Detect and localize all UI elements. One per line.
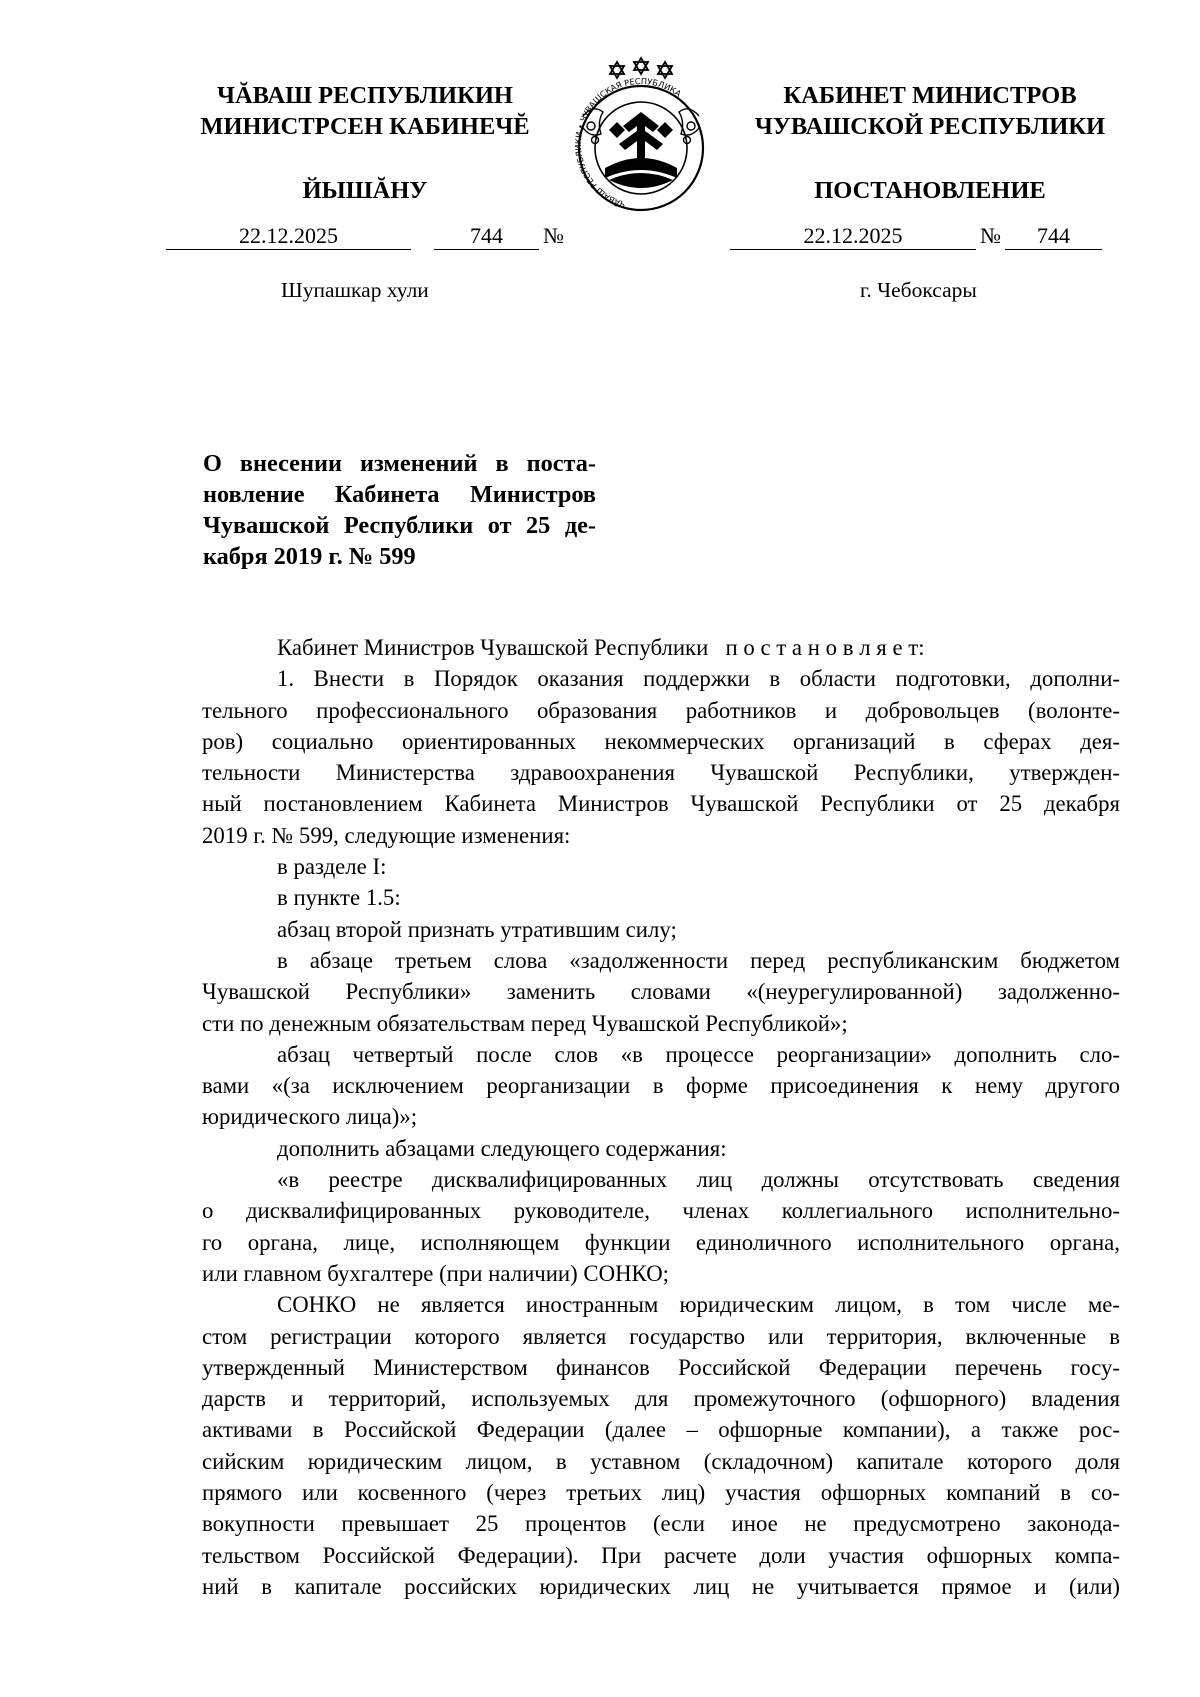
date-left: 22.12.2025 xyxy=(166,223,411,250)
place-right: г. Чебоксары xyxy=(860,278,977,302)
body-line: вами «(за исключением реорганизации в форме присоединения к нему другого xyxy=(202,1073,1120,1099)
preamble-text: Кабинет Министров Чувашской Республики xyxy=(277,635,709,660)
org-name-russian-line1: КАБИНЕТ МИНИСТРОВ xyxy=(783,82,1077,109)
body-line: дополнить абзацами следующего содержания: xyxy=(277,1135,727,1161)
no-sign-left: № xyxy=(543,223,564,248)
body-line: тельного профессионального образования работников и добровольцев (волонте- xyxy=(202,697,1120,723)
body-line: сти по денежным обязательствам перед Чувашской Республикой»; xyxy=(202,1010,848,1036)
body-line: абзац четвертый после слов «в процессе реорганизации» дополнить сло- xyxy=(277,1041,1120,1067)
body-line: 1. Внести в Порядок оказания поддержки в области подготовки, дополни- xyxy=(277,666,1120,692)
org-name-chuvash-line1: ЧĂВАШ РЕСПУБЛИКИН xyxy=(216,82,513,109)
body-line: ный постановлением Кабинета Министров Чувашской Республики от 25 декабря xyxy=(202,791,1120,817)
title-line: О внесении изменений в поста- xyxy=(203,450,596,477)
place-left: Шупашкар хули xyxy=(281,278,429,302)
body-line: тельности Министерства здравоохранения Чувашской Республики, утвержден- xyxy=(202,760,1120,786)
coat-of-arms-icon xyxy=(565,56,717,216)
body-line: ров) социально ориентированных некоммерческих организаций в сферах дея- xyxy=(202,728,1120,754)
org-name-chuvash-line2: МИНИСТРСЕН КАБИНЕЧĔ xyxy=(200,113,530,140)
number-right: 744 xyxy=(1005,223,1102,250)
body-line: стом регистрации которого является государство или территория, включенные в xyxy=(202,1323,1120,1349)
body-line: Чувашской Республики» заменить словами «(неурегулированной) задолженно- xyxy=(202,979,1120,1005)
body-line: сийским юридическим лицом, в уставном (складочном) капитале которого доля xyxy=(202,1448,1120,1474)
date-number-right xyxy=(730,223,1102,250)
body-line: СОНКО не является иностранным юридическим лицом, в том числе ме- xyxy=(277,1292,1120,1318)
body-line: активами в Российской Федерации (далее – офшорные компании), а также рос- xyxy=(202,1417,1120,1443)
body-line: 2019 г. № 599, следующие изменения: xyxy=(202,822,571,848)
body-line: о дисквалифицированных руководителе, членах коллегиального исполнительно- xyxy=(202,1198,1120,1224)
title-line: кабря 2019 г. № 599 xyxy=(203,543,416,570)
title-line: Чувашской Республики от 25 де- xyxy=(203,512,596,539)
org-name-russian-line2: ЧУВАШСКОЙ РЕСПУБЛИКИ xyxy=(754,113,1106,140)
header-left xyxy=(150,80,580,205)
date-number-left xyxy=(166,223,568,250)
body-line: в пункте 1.5: xyxy=(277,885,401,911)
body-line: ний в капитале российских юридических лиц не учитывается прямое и (или) xyxy=(202,1573,1120,1599)
body-line: «в реестре дисквалифицированных лиц должны отсутствовать сведения xyxy=(277,1167,1120,1193)
document-body xyxy=(202,632,1120,1602)
body-line: юридического лица)»; xyxy=(202,1104,418,1130)
body-line: вокупности превышает 25 процентов (если иное не предусмотрено законода- xyxy=(202,1511,1120,1537)
date-right: 22.12.2025 xyxy=(730,223,976,250)
body-line: в разделе I: xyxy=(277,854,387,880)
preamble-verb: п о с т а н о в л я е т: xyxy=(725,635,925,660)
document-title xyxy=(203,448,596,572)
doc-type-chuvash: ЙЫШĂНУ xyxy=(302,177,428,204)
body-line: или главном бухгалтере (при наличии) СОНКО; xyxy=(202,1260,669,1286)
body-line: утвержденный Министерством финансов Российской Федерации перечень госу- xyxy=(202,1354,1120,1380)
body-line: тельством Российской Федерации). При расчете доли участия офшорных компа- xyxy=(202,1542,1120,1568)
no-sign-right: № xyxy=(980,223,1001,248)
title-line: новление Кабинета Министров xyxy=(203,481,596,508)
body-line: прямого или косвенного (через третьих лиц) участия офшорных компаний в со- xyxy=(202,1480,1120,1506)
number-left: 744 xyxy=(434,223,539,250)
body-line: абзац второй признать утратившим силу; xyxy=(277,916,677,942)
emblem-ring-text: ЧĂВАШ РЕСПУБЛИКИ • ЧУВАШСКАЯ РЕСПУБЛИКА xyxy=(572,75,684,210)
body-line: в абзаце третьем слова «задолженности перед республиканским бюджетом xyxy=(277,947,1120,973)
doc-type-russian: ПОСТАНОВЛЕНИЕ xyxy=(814,177,1046,204)
body-line: дарств и территорий, используемых для промежуточного (офшорного) владения xyxy=(202,1386,1120,1412)
header-right xyxy=(725,80,1135,205)
body-line: го органа, лице, исполняющем функции единоличного исполнительного органа, xyxy=(202,1229,1120,1255)
preamble xyxy=(202,632,1120,663)
